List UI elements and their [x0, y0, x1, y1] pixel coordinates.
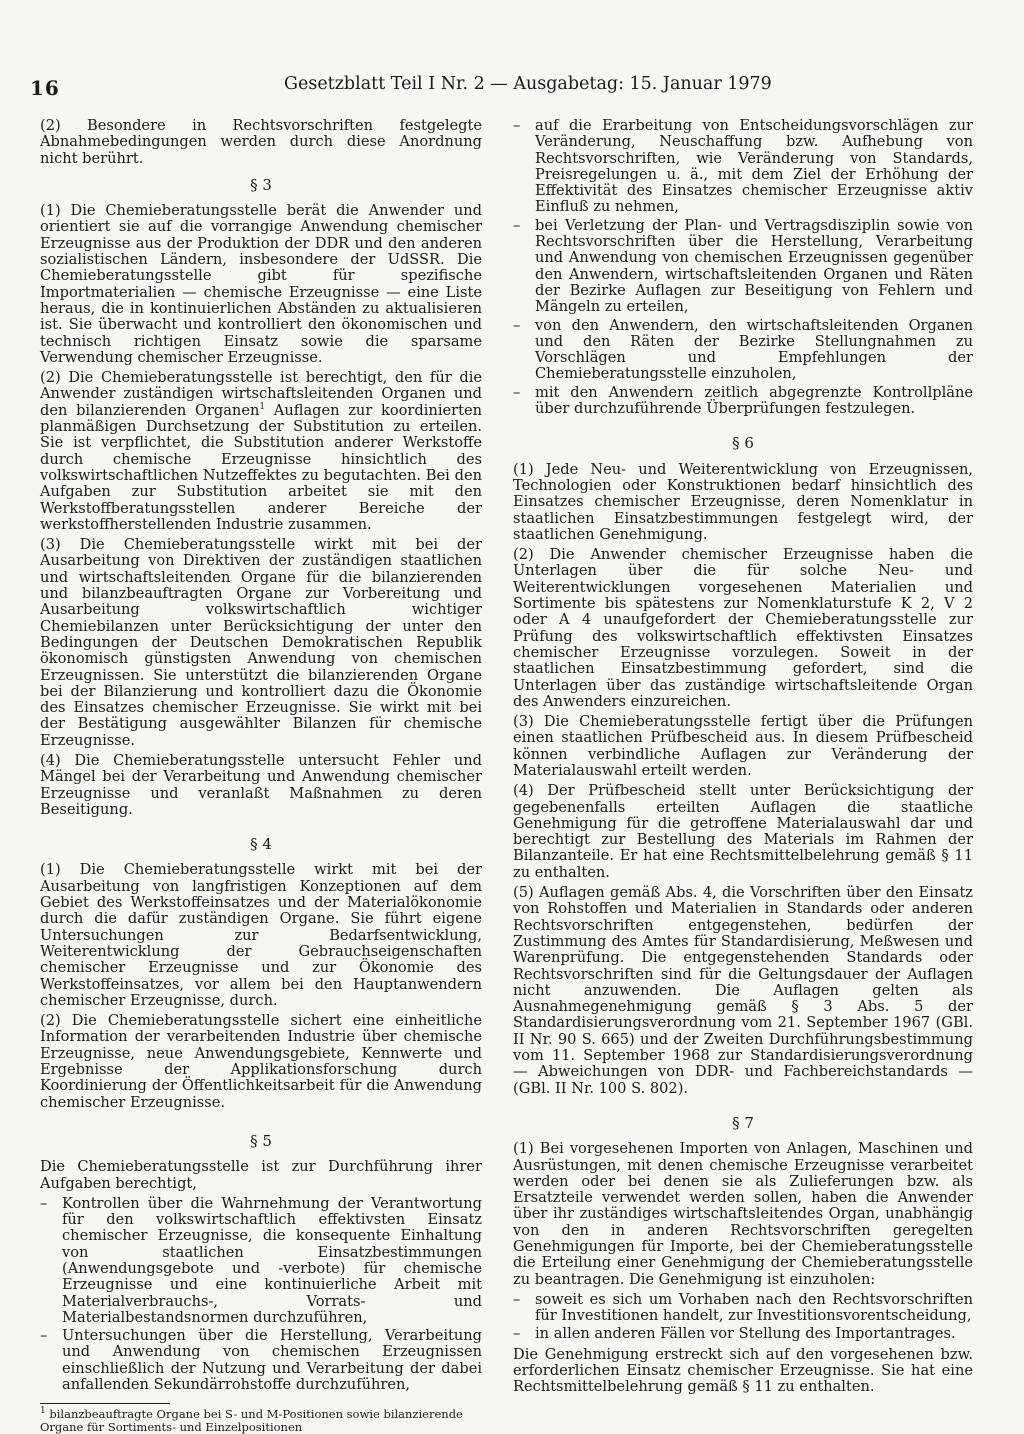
page-number: 16 — [30, 76, 60, 100]
list-item: – auf die Erarbeitung von Entscheidungsvorschlägen zur Veränderung, Neuschaffung bzw. Aufhebung von Rechtsvorschriften, wie Veränderung von Standards, Preisregelungen u. ä., mit dem Ziel der Erhöhung der Effektivität des Einsatzes chemischer Erzeugnisse aktiv Einfluß zu nehmen, — [513, 118, 973, 216]
paragraph: (2) Besondere in Rechtsvorschriften festgelegte Abnahmebedingungen werden durch diese Anordnung nicht berührt. — [40, 117, 482, 167]
section-heading-7: § 7 — [732, 1113, 754, 1132]
paragraph: (2) Die Chemieberatungsstelle sichert eine einheitliche Information der verarbeitenden Industrie über chemische Erzeugnisse, neue Anwendungsgebiete, Kennwerte und Ergebnisse der Applikationsforschung durch Koordinierung der Öffentlichkeitsarbeit für die Anwendung chemischer Erzeugnisse. — [40, 1012, 482, 1111]
paragraph: (4) Die Chemieberatungsstelle untersucht Fehler und Mängel bei der Verarbeitung und Anwendung chemischer Erzeugnisse und veranlaßt Maßnahmen zu deren Beseitigung. — [40, 751, 482, 818]
list-item: – soweit es sich um Vorhaben nach den Rechtsvorschriften für Investitionen handelt, zur Investitionsvorentscheidung, — [513, 1292, 973, 1325]
footnote-divider — [40, 1403, 170, 1404]
section-heading-6: § 6 — [732, 434, 754, 453]
list-item: – von den Anwendern, den wirtschaftsleitenden Organen und den Räten der Bezirke Stellungnahmen zu Vorschlägen und Empfehlungen der Chemieberatungsstelle einzuholen, — [513, 318, 973, 383]
footnote-ref: 1 — [259, 401, 266, 412]
paragraph: (2) Die Anwender chemischer Erzeugnisse haben die Unterlagen über die für solche Neu- und Weiterentwicklungen vorgesehenen Materialien und Sortimente bis spätestens zur Nomenklaturstufe K 2, V 2 oder A 4 unaufgefordert der Chemieberatungsstelle zur Prüfung des volkswirtschaftlich effektivsten Einsatzes chemischer Erzeugnisse vorzulegen. Soweit in der staatlichen Einsatzbestimmung gefordert, sind die Unterlagen über das zuständige wirtschaftsleitende Organ des Anwenders einzureichen. — [513, 546, 973, 710]
list-item: – in allen anderen Fällen vor Stellung des Importantrages. — [513, 1326, 973, 1342]
page-header — [0, 0, 1024, 110]
paragraph: (3) Die Chemieberatungsstelle fertigt über die Prüfungen einen staatlichen Prüfbescheid aus. In diesem Prüfbescheid können verbindliche Auflagen zur Veränderung der Materialauswahl erteilt werden. — [513, 713, 973, 779]
gazette-title: Gesetzblatt Teil I Nr. 2 — Ausgabetag: 15. Januar 1979 — [284, 74, 772, 94]
list-item: – Kontrollen über die Wahrnehmung der Verantwortung für den volkswirtschaftlich effektivsten Einsatz chemischer Erzeugnisse, die konsequente Einhaltung von staatlichen Einsatzbestimmungen (Anwendungsgebote und -verbote) für chemische Erzeugnisse und eine kontinuierliche Arbeit mit Materialverbrauchs-, Vorrats- und Materialbestandsnormen durchzuführen, — [40, 1196, 482, 1326]
paragraph: Die Genehmigung erstreckt sich auf den vorgesehenen bzw. erforderlichen Einsatz chemischer Erzeugnisse. Sie hat eine Rechtsmittelbelehrung gemäß § 11 zu enthalten. — [513, 1345, 973, 1396]
paragraph: (1) Die Chemieberatungsstelle wirkt mit bei der Ausarbeitung von langfristigen Konzeptionen auf dem Gebiet des Werkstoffeinsatzes und der Materialökonomie durch die dafür zuständigen Organe. Sie führt eigene Untersuchungen zur Bedarfsentwicklung, Weiterentwicklung der Gebrauchseigenschaften chemischer Erzeugnisse und zur Ökonomie des Werkstoffeinsatzes, vor allem bei den Hauptanwendern chemischer Erzeugnisse, durch. — [40, 861, 482, 1009]
paragraph: (5) Auflagen gemäß Abs. 4, die Vorschriften über den Einsatz von Rohstoffen und Materialien in Standards oder anderen Rechtsvorschriften entgegenstehen, bedürfen der Zustimmung des Amtes für Standardisierung, Meßwesen und Warenprüfung. Die entgegenstehenden Standards oder Rechtsvorschriften sind für die Geltungsdauer der Auflagen nicht anzuwenden. Die Auflagen gelten als Ausnahmegenehmigung gemäß § 3 Abs. 5 der Standardisierungsverordnung vom 21. September 1967 (GBl. II Nr. 90 S. 665) und der Zweiten Durchführungsbestimmung vom 11. September 1968 zur Standardisierungsverordnung — Abweichungen von DDR- und Fachbereichstandards — (GBl. II Nr. 100 S. 802). — [513, 884, 973, 1097]
section-heading-5: § 5 — [250, 1131, 272, 1150]
list-item: – bei Verletzung der Plan- und Vertragsdisziplin sowie von Rechtsvorschriften über die Herstellung, Verarbeitung und Anwendung von chemischen Erzeugnissen gegenüber den Anwendern, wirtschaftsleitenden Organen und Räten der Bezirke Auflagen zur Beseitigung von Fehlern und Mängeln zu erteilen, — [513, 218, 973, 316]
paragraph: (3) Die Chemieberatungsstelle wirkt mit bei der Ausarbeitung von Direktiven der zuständigen staatlichen und wirtschaftsleitenden Organe für die bilanzierenden und bilanzbeauftragten Organe zur Vorbereitung und Ausarbeitung volkswirtschaftlich wichtiger Chemiebilanzen unter Berücksichtigung der unter den Bedingungen der Deutschen Demokratischen Republik ökonomisch günstigsten Anwendung von chemischen Erzeugnissen. Sie unterstützt die bilanzierenden Organe bei der Bilanzierung und kontrolliert dazu die Ökonomie des Einsatzes chemischer Erzeugnisse. Sie wirkt mit bei der Bestätigung ausgewählter Bilanzen für chemische Erzeugnisse. — [40, 536, 482, 749]
left-column — [40, 118, 482, 1434]
list-item: – mit den Anwendern zeitlich abgegrenzte Kontrollpläne über durchzuführende Überprüfungen festzulegen. — [513, 385, 973, 418]
paragraph: (4) Der Prüfbescheid stellt unter Berücksichtigung der gegebenenfalls erteilten Auflagen die staatliche Genehmigung für die getroffene Materialauswahl dar und berechtigt zur Bestellung des Materials im Rahmen der Bilanzanteile. Er hat eine Rechtsmittelbelehrung gemäß § 11 zu enthalten. — [513, 782, 973, 881]
paragraph: (1) Jede Neu- und Weiterentwicklung von Erzeugnissen, Technologien oder Konstruktionen bedarf hinsichtlich des Einsatzes chemischer Erzeugnisse, deren Nomenklatur in staatlichen Einsatzbestimmungen festgelegt wird, der staatlichen Genehmigung. — [513, 460, 973, 543]
list-item: – Untersuchungen über die Herstellung, Verarbeitung und Anwendung von chemischen Erzeugnissen einschließlich der Nutzung und Verarbeitung der dabei anfallenden Sekundärrohstoffe durchzuführen, — [40, 1328, 482, 1393]
paragraph: Die Chemieberatungsstelle ist zur Durchführung ihrer Aufgaben berechtigt, — [40, 1158, 482, 1192]
paragraph: (1) Die Chemieberatungsstelle berät die Anwender und orientiert sie auf die vorrangige Anwendung chemischer Erzeugnisse aus der Produktion der DDR und den anderen sozialistischen Ländern, insbesondere der UdSSR. Die Chemieberatungsstelle gibt für spezifische Importmaterialien — chemische Erzeugnisse — eine Liste heraus, die in kontinuierlichen Abständen zu aktualisieren ist. Sie überwacht und kontrolliert den ökonomischen und technisch richtigen Einsatz sowie die sparsame Verwendung chemischer Erzeugnisse. — [40, 202, 482, 366]
section-heading-3: § 3 — [250, 175, 272, 194]
footnote: $^1$ bilanzbeauftragte Organe bei S- und M-Positionen sowie bilanzierende Organe für Sortiments- und Einzelpositionen — [40, 1406, 463, 1434]
paragraph: (1) Bei vorgesehenen Importen von Anlagen, Maschinen und Ausrüstungen, mit denen chemische Erzeugnisse verarbeitet werden oder bei denen sie als Zulieferungen bzw. als Ersatzteile verwendet werden sollen, haben die Anwender über ihr zuständiges wirtschaftsleitendes Organ, unabhängig von den in anderen Rechtsvorschriften geregelten Genehmigungen für Importe, bei der Chemieberatungsstelle die Erteilung einer Genehmigung der Chemieberatungsstelle zu beantragen. Die Genehmigung ist einzuholen: — [513, 1140, 973, 1288]
paragraph: (2) Die Chemieberatungsstelle ist berechtigt, den für die Anwender zuständigen wirtschaftsleitenden Organen und den bilanzierenden Organen$^1$ Auflagen zur koordinierten planmäßigen Durchsetzung der Substitution zu erteilen. Sie ist verpflichtet, die Substitution anderer Werkstoffe durch chemische Erzeugnisse hinsichtlich des volkswirtschaftlichen Nutzeffektes zu begutachten. Bei den Aufgaben zur Substitution arbeitet sie mit den Werkstoffberatungsstellen anderer Bereiche der werkstoffherstellenden Industrie zusammen. — [40, 369, 482, 533]
right-column — [513, 118, 973, 1400]
section-heading-4: § 4 — [250, 835, 272, 854]
